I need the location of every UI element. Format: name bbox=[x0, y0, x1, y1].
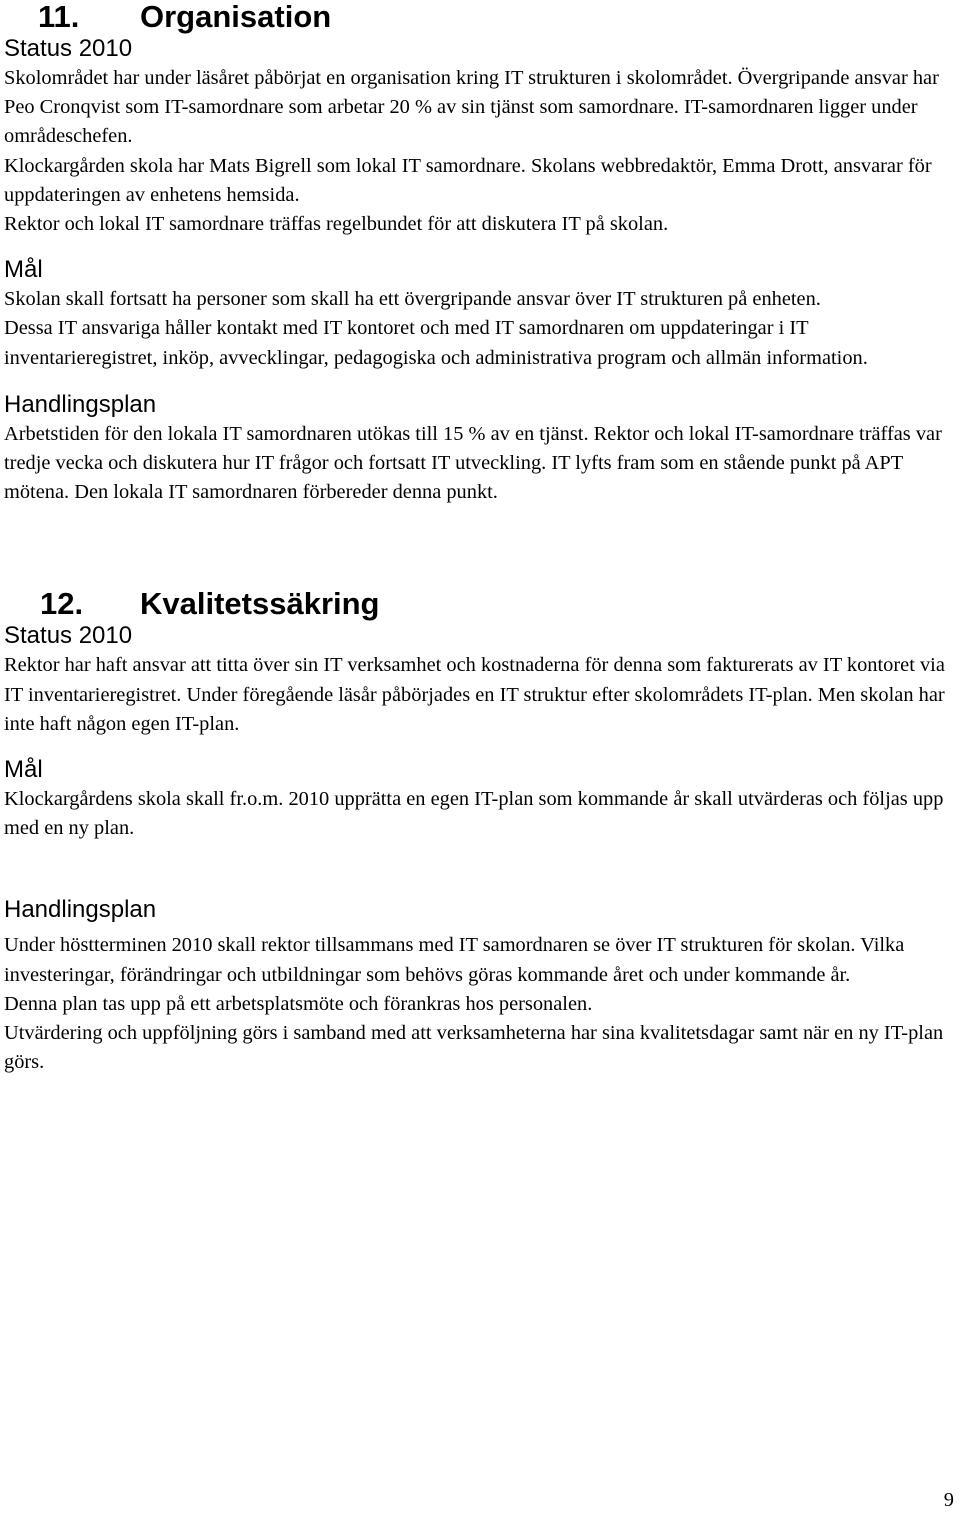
status-paragraph: Skolområdet har under läsåret påbörjat en organisation kring IT strukturen i skolområdet. Övergripande ansvar har Peo Cronqvist som IT-samordnare som arbetar 20 % av sin tjänst som samordnare. IT-samordnaren ligger under områdeschefen. bbox=[4, 67, 939, 148]
chapter-heading-organisation bbox=[4, 0, 956, 34]
mal-paragraph: Skolan skall fortsatt ha personer som skall ha ett övergripande ansvar över IT strukturen på enheten. bbox=[4, 288, 821, 311]
page-number: 9 bbox=[943, 1489, 954, 1511]
chapter-heading-kvalitetssakring bbox=[4, 587, 956, 621]
plan-paragraph: Under höstterminen 2010 skall rektor tillsammans med IT samordnaren se över IT strukturen för skolan. Vilka investeringar, förändringar och utbildningar som behövs göras kommande året och under kommande år. bbox=[4, 934, 905, 986]
plan-paragraph: Arbetstiden för den lokala IT samordnaren utökas till 15 % av en tjänst. Rektor och lokal IT-samordnare träffas var tredje vecka och diskutera hur IT frågor och fortsatt IT utveckling. IT lyfts fram som en stående punkt på APT mötena. Den lokala IT samordnaren förbereder denna punkt. bbox=[4, 422, 942, 504]
status-paragraph: Rektor och lokal IT samordnare träffas regelbundet för att diskutera IT på skolan. bbox=[4, 213, 669, 236]
plan-paragraph: Utvärdering och uppföljning görs i samband med att verksamheterna har sina kvalitetsdagar samt när en ny IT-plan görs. bbox=[4, 1022, 944, 1074]
chapter-number: 12. bbox=[40, 586, 84, 622]
chapter-title: Kvalitetssäkring bbox=[140, 586, 380, 622]
mal-heading: Mål bbox=[4, 256, 43, 284]
mal-paragraph: Klockargårdens skola skall fr.o.m. 2010 upprätta en egen IT-plan som kommande år skall utvärderas och följas upp med en ny plan. bbox=[4, 788, 944, 840]
chapter-title: Organisation bbox=[140, 0, 332, 34]
status-heading: Status 2010 bbox=[4, 35, 133, 62]
chapter-number: 11. bbox=[38, 0, 80, 34]
status-paragraph: Klockargården skola har Mats Bigrell som lokal IT samordnare. Skolans webbredaktör, Emma Drott, ansvarar för uppdateringen av enhetens hemsida. bbox=[4, 154, 932, 206]
status-paragraph: Rektor har haft ansvar att titta över sin IT verksamhet och kostnaderna för denna som fakturerats av IT kontoret via IT inventarieregistret. Under föregående läsår påbörjades en IT struktur efter skolområdets IT-plan. Men skolan har inte haft någon egen IT-plan. bbox=[4, 654, 945, 735]
plan-heading: Handlingsplan bbox=[4, 390, 157, 418]
status-heading: Status 2010 bbox=[4, 622, 133, 650]
mal-paragraph: Dessa IT ansvariga håller kontakt med IT kontoret och med IT samordnaren om uppdateringar i IT inventarieregistret, inköp, avvecklingar, pedagogiska och administrativa program och allmän information. bbox=[4, 317, 868, 369]
plan-paragraph: Denna plan tas upp på ett arbetsplatsmöte och förankras hos personalen. bbox=[4, 992, 593, 1015]
document-page bbox=[4, 0, 956, 1077]
mal-heading: Mål bbox=[4, 756, 43, 784]
plan-heading: Handlingsplan bbox=[4, 896, 157, 924]
